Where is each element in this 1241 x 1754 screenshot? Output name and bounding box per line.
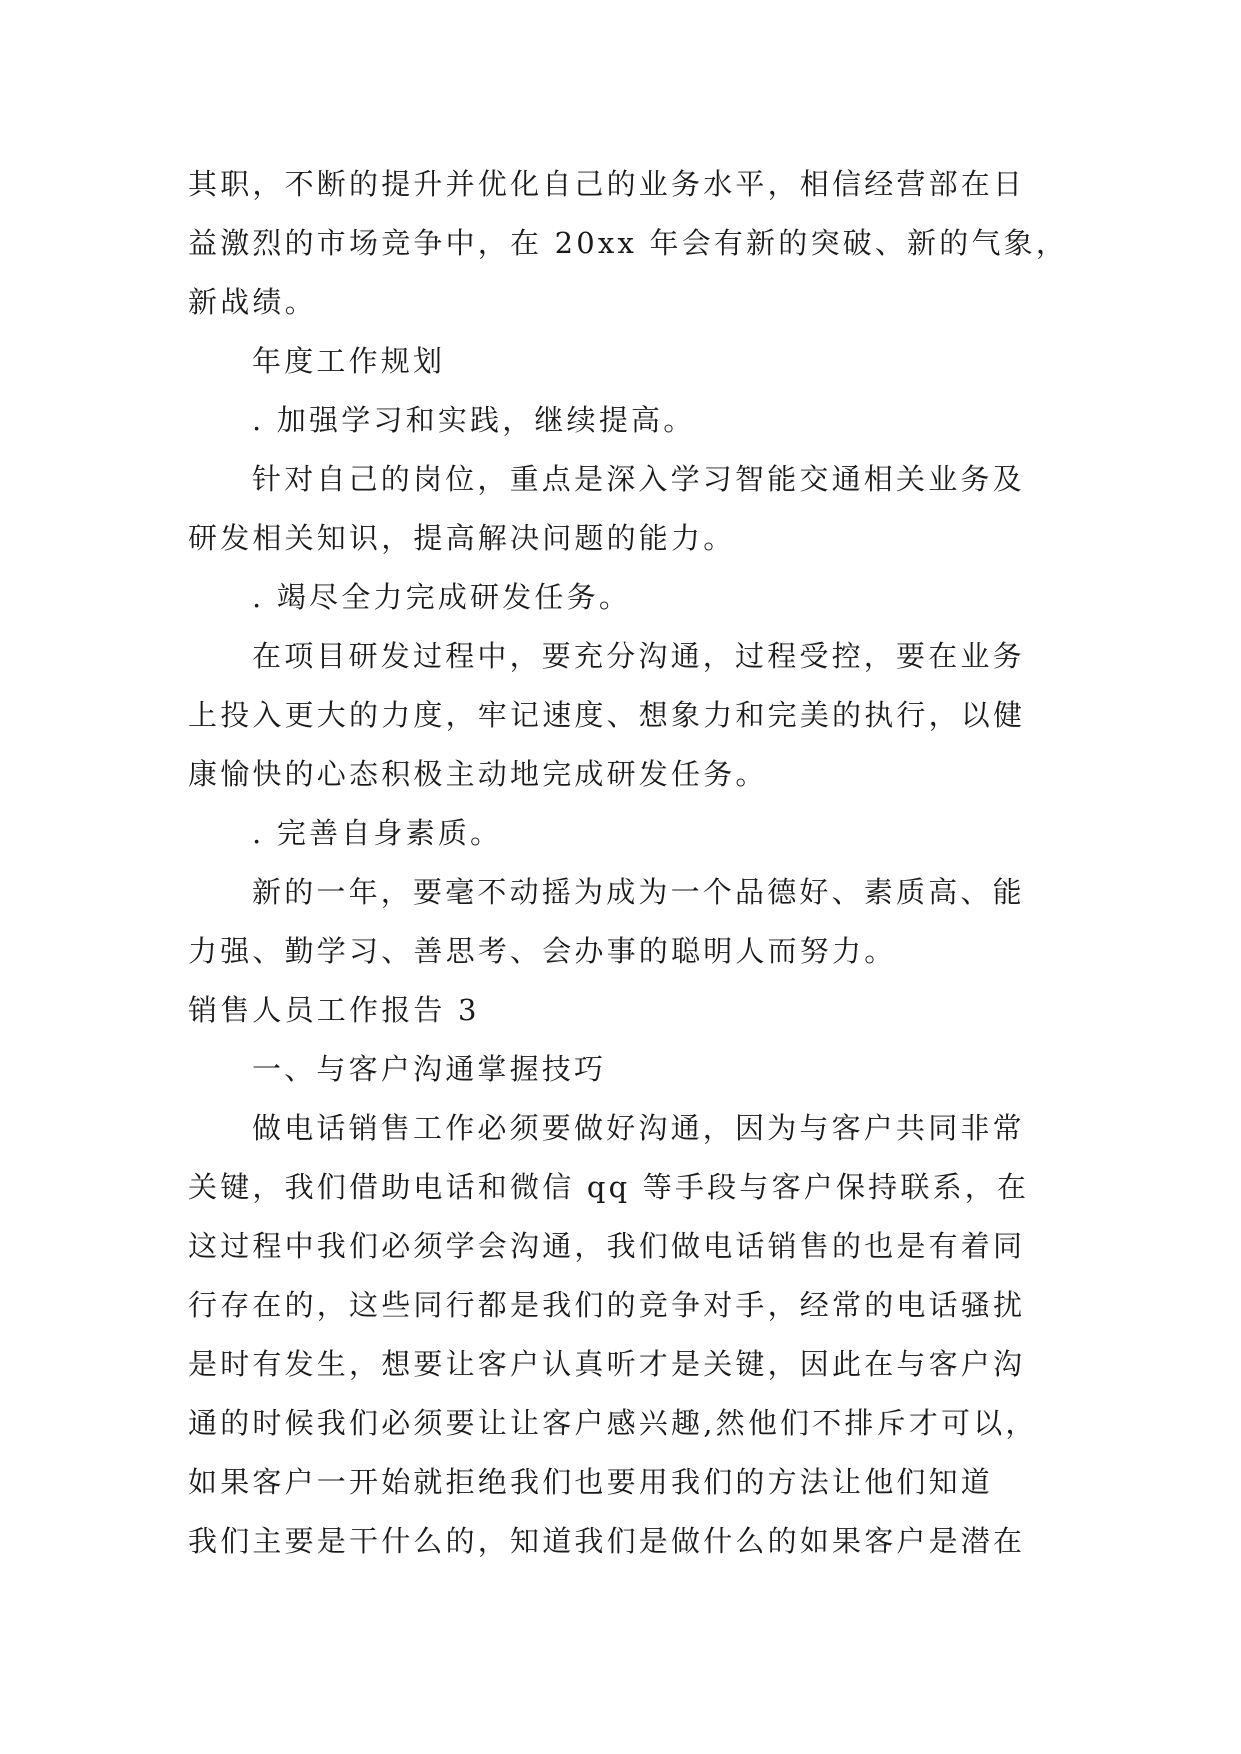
plan-item-1-heading: . 加强学习和实践，继续提高。: [252, 403, 696, 437]
text-line-2: 益激烈的市场竞争中，在 20xx 年会有新的突破、新的气象，: [188, 226, 1069, 260]
text-line-24: 我们主要是干什么的，知道我们是做什么的如果客户是潜在: [188, 1524, 1026, 1558]
section-heading-annual-plan: 年度工作规划: [252, 344, 446, 378]
text-line-21: 是时有发生，想要让客户认真听才是关键，因此在与客户沟: [188, 1347, 1026, 1381]
text-line-19: 这过程中我们必须学会沟通，我们做电话销售的也是有着同: [188, 1229, 1026, 1263]
text-line-17: 做电话销售工作必须要做好沟通，因为与客户共同非常: [252, 1111, 1025, 1145]
document-body: [188, 155, 1069, 1571]
text-line-23: 如果客户一开始就拒绝我们也要用我们的方法让他们知道: [188, 1465, 994, 1499]
text-line-22: 通的时候我们必须要让让客户感兴趣,然他们不排斥才可以，: [188, 1406, 1038, 1440]
text-line-20: 行存在的，这些同行都是我们的竞争对手，经常的电话骚扰: [188, 1288, 1026, 1322]
text-line-7: 研发相关知识，提高解决问题的能力。: [188, 521, 736, 555]
text-line-14: 力强、勤学习、善思考、会办事的聪明人而努力。: [188, 934, 897, 968]
subsection-heading-1: 一、与客户沟通掌握技巧: [252, 1052, 607, 1086]
text-line-6: 针对自己的岗位，重点是深入学习智能交通相关业务及: [252, 462, 1025, 496]
report-title: 销售人员工作报告 3: [188, 993, 480, 1027]
text-line-9: 在项目研发过程中，要充分沟通，过程受控，要在业务: [252, 639, 1025, 673]
plan-item-2-heading: . 竭尽全力完成研发任务。: [252, 580, 632, 614]
text-line-11: 康愉快的心态积极主动地完成研发任务。: [188, 757, 768, 791]
text-line-10: 上投入更大的力度，牢记速度、想象力和完美的执行，以健: [188, 698, 1026, 732]
text-line-3: 新战绩。: [188, 285, 317, 319]
plan-item-3-heading: . 完善自身素质。: [252, 816, 503, 850]
text-line-18: 关键，我们借助电话和微信 qq 等手段与客户保持联系，在: [188, 1170, 1030, 1204]
text-line-13: 新的一年，要毫不动摇为成为一个品德好、素质高、能: [252, 875, 1025, 909]
text-line-1: 其职，不断的提升并优化自己的业务水平，相信经营部在日: [188, 167, 1026, 201]
